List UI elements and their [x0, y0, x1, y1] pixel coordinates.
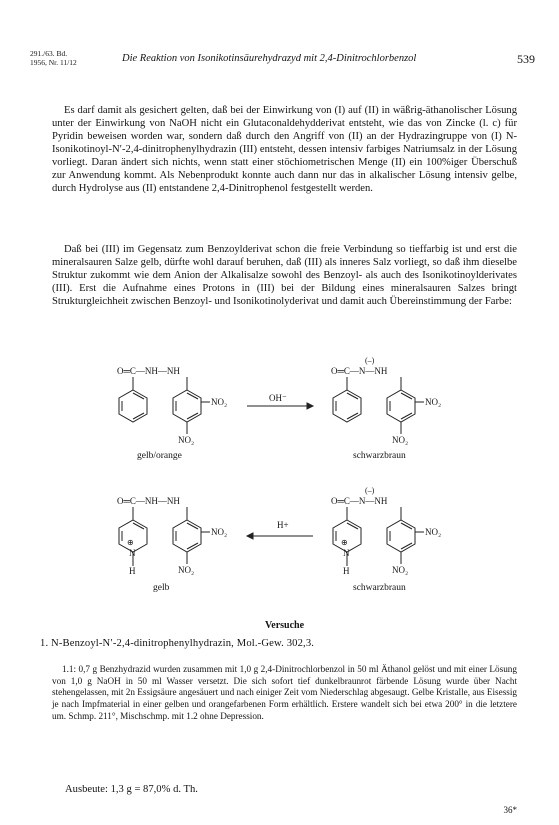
ring-nitrogen-bottom-left: N	[129, 548, 136, 558]
procedure-text: 1.1: 0,7 g Benzhydrazid wurden zusammen mit 1,0 g 2,4-Dinitrochlorbenzol in 50 ml Äthanol gelöst und mit einer Lösung von 1,0 g NaOH in 50 ml Wasser versetzt. Die sich sofort tief dunkelbraunrot färbende Lösung wurde über Nacht stehengelassen, mit 2n Essigsäure angesäuert und nach einiger Zeit vom Niederschlag abgesaugt. Gelbe Kristalle, aus Eisessig je nach Impfmaterial in einer gelben und orangefarbenen Form erhältlich. Erstere wandelt sich bei etwa 200° in die letztere um. Schmp. 211°, Mischschmp. mit 1.2 ohne Depression.	[52, 664, 517, 721]
reagent-bottom: H+	[277, 520, 289, 530]
dinitrophenyl-ring-bottom-right	[387, 520, 415, 552]
label-top-right: schwarzbraun	[353, 451, 406, 461]
minus-charge-top: (–)	[365, 356, 375, 365]
minus-charge-bottom: (–)	[365, 486, 375, 495]
benzene-ring-top-left	[119, 390, 147, 422]
paragraph-2: Daß bei (III) im Gegensatz zum Benzoylderivat schon die freie Verbindung so tieffarbig ist und erst die mineralsauren Salze gelb, dürfte wohl darauf beruhen, daß (III) als inneres Salz vorliegt, so daß ihm dieselbe Struktur zukommt wie dem Anion der Alkalisalze sowohl des Benzoyl- als auch des Isonikotinoylderivates (III). Erst die Aufnahme eines Protons in (III) bei der Bildung eines mineralsauren Salzes bringt Strukturgleichheit zwischen Benzoyl- und Isonikotinolyderivat und damit auch Übereinstimmung der Farbe:	[52, 243, 517, 307]
no2-bottom-left-ortho: NO₂	[211, 527, 228, 537]
ring-h-bottom-right: H	[343, 566, 350, 576]
reagent-top: OH⁻	[269, 393, 287, 403]
plus-sign-bottom-left: ⊕	[127, 538, 134, 547]
ring-h-bottom-left: H	[129, 566, 136, 576]
dinitrophenyl-ring-top-left	[173, 390, 201, 422]
section-title: Versuche	[264, 620, 305, 631]
signature-mark: 36*	[503, 805, 517, 815]
reaction-scheme	[95, 356, 495, 617]
chain-bottom-right: O═C—N—NH	[331, 496, 388, 506]
no2-top-right-para: NO₂	[392, 435, 409, 445]
no2-top-right-ortho: NO₂	[425, 397, 442, 407]
ring-nitrogen-bottom-right: N	[343, 548, 350, 558]
running-title: Die Reaktion von Isonikotinsäurehydrazyd mit 2,4-Dinitrochlorbenzol	[122, 53, 417, 64]
chain-top-right: O═C—N—NH	[331, 366, 388, 376]
no2-bottom-right-para: NO₂	[392, 565, 409, 575]
dinitrophenyl-ring-top-right	[387, 390, 415, 422]
no2-top-left-ortho: NO₂	[211, 397, 228, 407]
label-top-left: gelb/orange	[137, 451, 182, 461]
benzene-ring-top-right	[333, 390, 361, 422]
compound-heading: 1. N-Benzoyl-N′-2,4-dinitrophenylhydrazin, Mol.-Gew. 302,3.	[40, 638, 315, 649]
label-bottom-left: gelb	[153, 583, 170, 593]
no2-bottom-right-ortho: NO₂	[425, 527, 442, 537]
journal-reference: 291./63. Bd. 1956, Nr. 11/12	[30, 49, 77, 67]
no2-bottom-left-para: NO₂	[178, 565, 195, 575]
plus-sign-bottom-right: ⊕	[341, 538, 348, 547]
yield-line: Ausbeute: 1,3 g = 87,0% d. Th.	[65, 784, 198, 795]
label-bottom-right: schwarzbraun	[353, 583, 406, 593]
chain-bottom-left: O═C—NH—NH	[117, 496, 180, 506]
no2-top-left-para: NO₂	[178, 435, 195, 445]
paragraph-1: Es darf damit als gesichert gelten, daß bei der Einwirkung von (I) auf (II) in wäßrig-äthanolischer Lösung unter der Einwirkung von NaOH nicht ein Glutaconaldehydderivat entsteht, wie das von Zincke (l. c) für Pyridin beweisen worden war, sondern daß durch den Angriff von (II) an der Hydrazingruppe von (I) N-Isonikotinoyl-N′-2,4-dinitrophenylhydrazin (III) entsteht, dessen intensiv farbiges Natriumsalz in der Lösung vorliegt. Daran ändert sich nichts, wenn statt einer stöchiometrischen Menge (II) ein 100%iger Überschuß zur Anwendung kommt. Als Nebenprodukt konnte auch dann nur das in alkalischer Lösung intensiv gelbe, durch Hydrolyse aus (II) entstandene 2,4-Dinitrophenol festgestellt werden.	[52, 104, 517, 195]
running-header	[30, 50, 535, 74]
page-number: 539	[517, 52, 535, 66]
chain-top-left: O═C—NH—NH	[117, 366, 180, 376]
dinitrophenyl-ring-bottom-left	[173, 520, 201, 552]
